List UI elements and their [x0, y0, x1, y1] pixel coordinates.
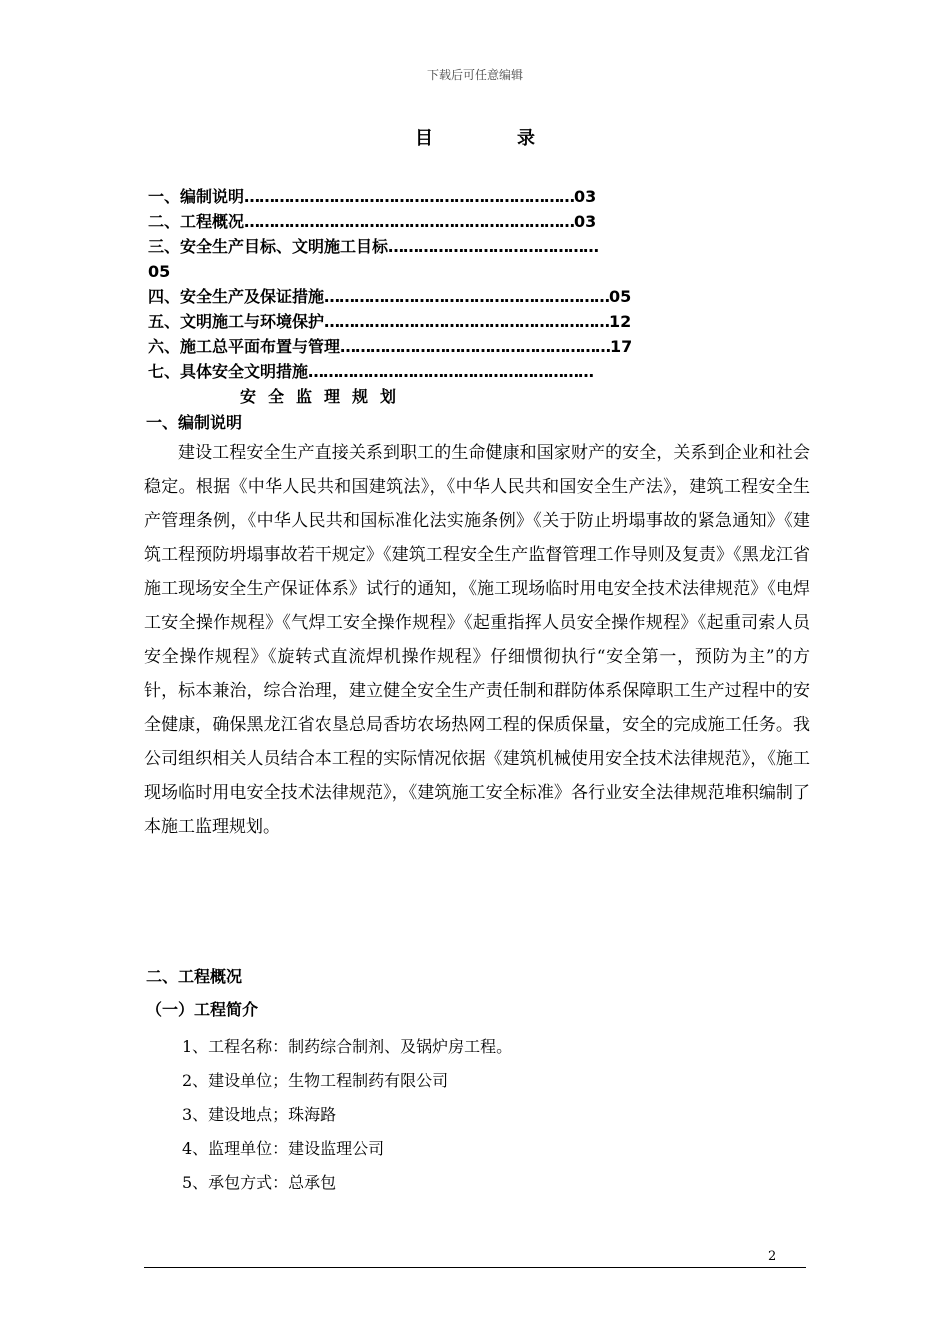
footer-divider [144, 1267, 806, 1268]
table-of-contents [148, 184, 808, 384]
toc-title [0, 124, 950, 150]
project-info-list [182, 1030, 512, 1200]
list-item: 2、建设单位；生物工程制药有限公司 [182, 1071, 449, 1090]
list-item: 5、承包方式：总承包 [182, 1173, 337, 1192]
body-paragraph: 建设工程安全生产直接关系到职工的生命健康和国家财产的安全，关系到企业和社会稳定。根据《中华人民共和国建筑法》，《中华人民共和国安全生产法》，建筑工程安全生产管理条例，《中华人民共和国标准化法实施条例》《关于防止坍塌事故的紧急通知》《建筑工程预防坍塌事故若干规定》《建筑工程安全生产监督管理工作导则及复责》《黑龙江省施工现场安全生产保证体系》试行的通知，《施工现场临时用电安全技术法律规范》《电焊工安全操作规程》《气焊工安全操作规程》《起重指挥人员安全操作规程》《起重司索人员安全操作规程》《旋转式直流焊机操作规程》仔细惯彻执行“安全第一，预防为主”的方针，标本兼治，综合治理，建立健全安全生产责任制和群防体系保障职工生产过程中的安全健康，确保黑龙江省农垦总局香坊农场热网工程的保质保量，安全的完成施工任务。我公司组织相关人员结合本工程的实际情况依据《建筑机械使用安全技术法律规范》，《施工现场临时用电安全技术法律规范》，《建筑施工安全标准》各行业安全法律规范堆积编制了本施工监理规划。 [144, 443, 810, 837]
header-note: 下载后可任意编辑 [426, 68, 523, 82]
page-number: 2 [768, 1249, 777, 1264]
toc-entry[interactable]: 五、文明施工与环境保护…………………………………………………12 [148, 312, 632, 331]
toc-entry[interactable]: 四、安全生产及保证措施…………………………………………………05 [148, 287, 632, 306]
toc-entry[interactable]: 三、安全生产目标、文明施工目标…………………………………… [148, 237, 599, 256]
list-item: 1、工程名称：制药综合制剂、及锅炉房工程。 [182, 1037, 513, 1056]
list-item: 4、监理单位：建设监理公司 [182, 1139, 385, 1158]
list-item: 3、建设地点；珠海路 [182, 1105, 337, 1124]
toc-entry[interactable]: 05 [148, 262, 171, 281]
section-heading: 二、工程概况 [146, 967, 243, 986]
toc-entry[interactable]: 二、工程概况…………………………………………………………03 [148, 212, 597, 231]
subsection-heading: （一）工程简介 [146, 1000, 259, 1019]
toc-entry[interactable]: 一、编制说明…………………………………………………………03 [148, 187, 597, 206]
toc-entry[interactable]: 六、施工总平面布置与管理………………………………………………17 [148, 337, 633, 356]
toc-entry[interactable]: 七、具体安全文明措施………………………………………………… [148, 362, 594, 381]
plan-title: 安全监理规划 [240, 387, 409, 406]
section-heading: 一、编制说明 [146, 413, 243, 432]
toc-title-right: 录 [517, 128, 535, 149]
toc-title-left: 目 [415, 128, 433, 149]
section-body [144, 436, 810, 844]
